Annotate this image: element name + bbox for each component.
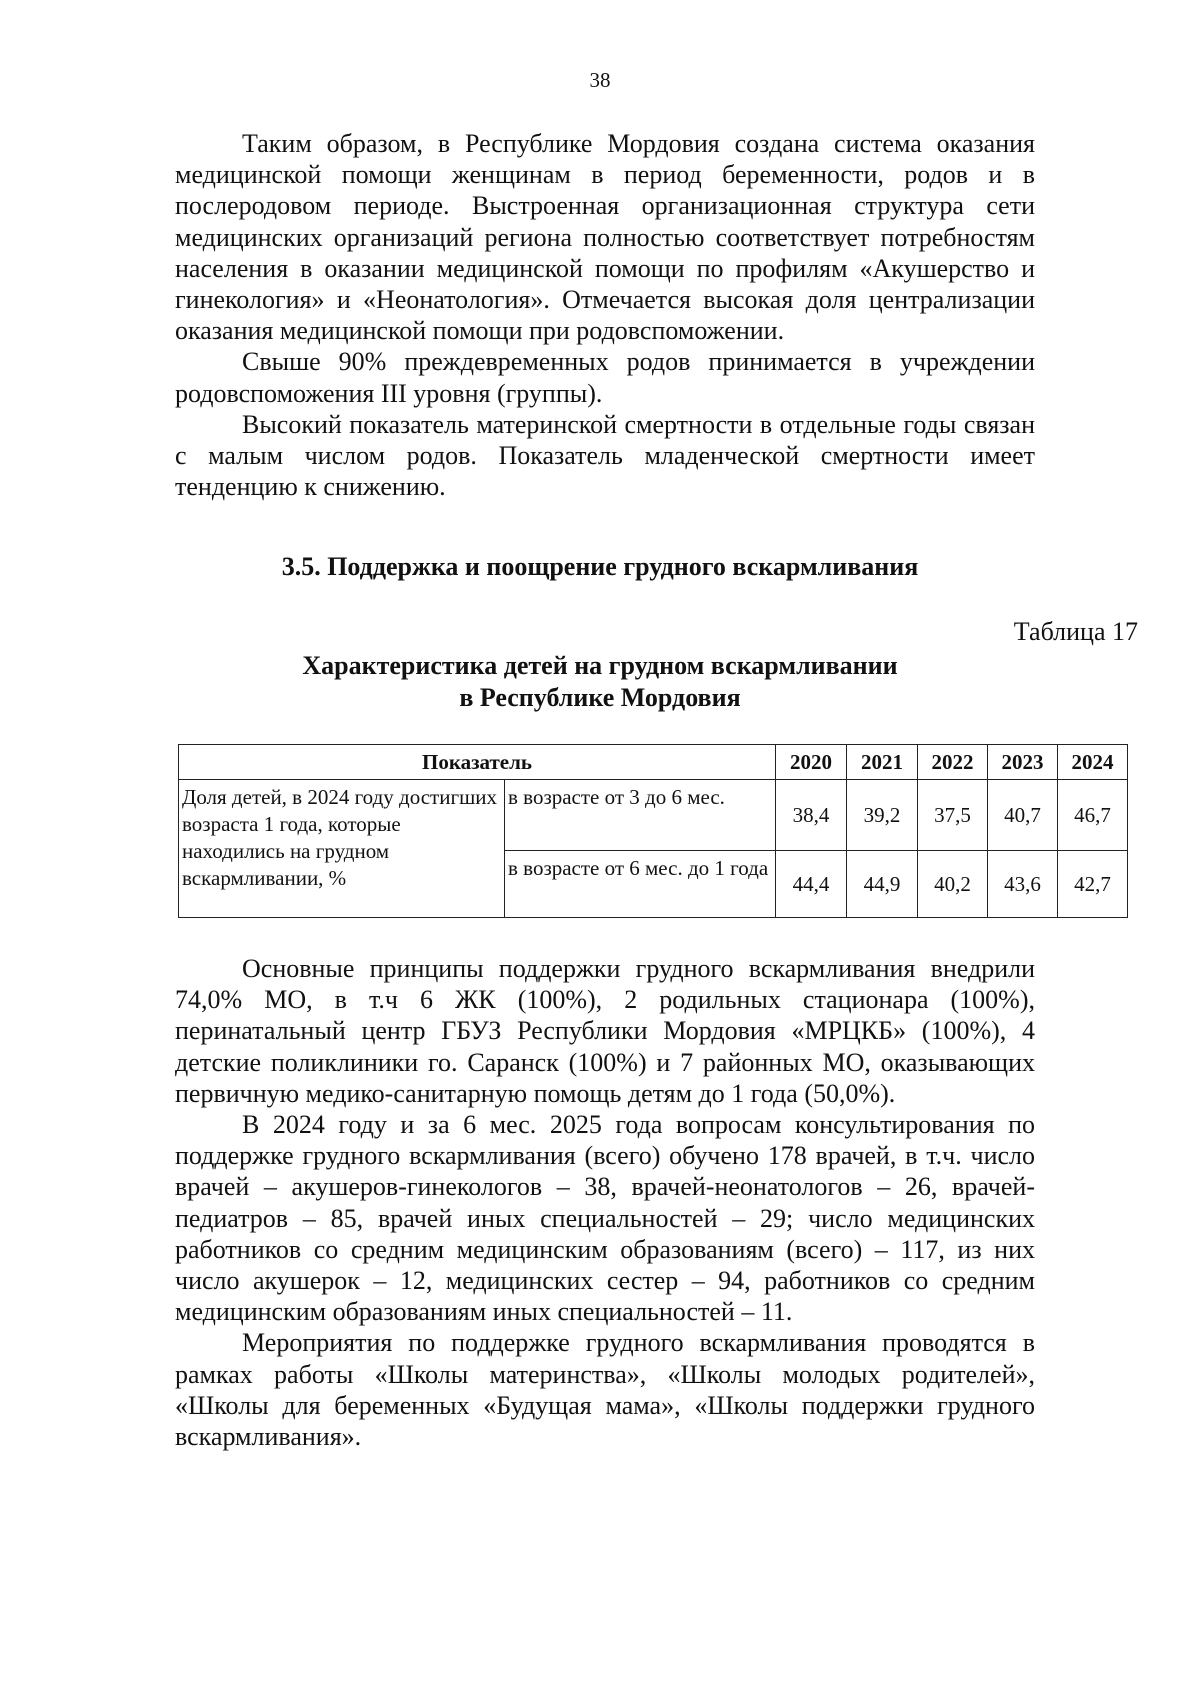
value-cell: 44,4 [776,851,847,918]
value-cell: 39,2 [847,780,918,851]
header-year: 2020 [776,745,847,780]
table-number: Таблица 17 [1013,617,1138,646]
table-caption-line: Характеристика детей на грудном вскармливании [302,651,898,680]
value-cell: 43,6 [988,851,1058,918]
value-cell: 38,4 [776,780,847,851]
page-number: 38 [589,68,611,92]
header-year: 2021 [847,745,918,780]
subgroup-label: в возрасте от 3 до 6 мес. [505,780,776,851]
paragraph: Мероприятия по поддержке грудного вскармливания проводятся в рамках работы «Школы материнства», «Школы молодых родителей», «Школы для беременных «Будущая мама», «Школы поддержки грудного вскармливания». [175,1328,1035,1452]
table-caption [0,650,1200,714]
paragraph: В 2024 году и за 6 мес. 2025 года вопросам консультирования по поддержке грудного вскармливания (всего) обучено 178 врачей, в т.ч. число врачей – акушеров-гинекологов – 38, врачей-неонатологов – 26, врачей-педиатров – 85, врачей иных специальностей – 29; число медицинских работников со средним медицинским образованиям (всего) – 117, из них число акушерок – 12, медицинских сестер – 94, работников со средним медицинским образованиям иных специальностей – 11. [175,1110,1035,1327]
table-row [179,780,1128,851]
value-cell: 44,9 [847,851,918,918]
outro-text [175,953,1035,1452]
value-cell: 40,7 [988,780,1058,851]
header-year: 2022 [918,745,988,780]
header-year: 2024 [1058,745,1128,780]
value-cell: 37,5 [918,780,988,851]
intro-text [175,128,1035,502]
subgroup-label: в возрасте от 6 мес. до 1 года [505,851,776,918]
paragraph: Высокий показатель материнской смертности в отдельные годы связан с малым числом родов. Показатель младенческой смертности имеет тенденцию к снижению. [175,409,1035,502]
paragraph: Свыше 90% преждевременных родов принимается в учреждении родовспоможения III уровня (группы). [175,347,1035,408]
table-caption-line: в Республике Мордовия [459,683,741,712]
value-cell: 42,7 [1058,851,1128,918]
indicator-label: Доля детей, в 2024 году достигших возраста 1 года, которые находились на грудном вскармливании, % [179,780,505,918]
paragraph: Основные принципы поддержки грудного вскармливания внедрили 74,0% МО, в т.ч 6 ЖК (100%), 2 родильных стационара (100%), перинатальный центр ГБУЗ Республики Мордовия «МРЦКБ» (100%), 4 детские поликлиники го. Саранск (100%) и 7 районных МО, оказывающих первичную медико-санитарную помощь детям до 1 года (50,0%). [175,954,1035,1108]
value-cell: 40,2 [918,851,988,918]
breastfeeding-table [178,744,1128,918]
value-cell: 46,7 [1058,780,1128,851]
section-heading: 3.5. Поддержка и поощрение грудного вскармливания [281,552,919,581]
table-header-row [179,745,1128,780]
paragraph: Таким образом, в Республике Мордовия создана система оказания медицинской помощи женщинам в период беременности, родов и в послеродовом периоде. Выстроенная организационная структура сети медицинских организаций региона полностью соответствует потребностям населения в оказании медицинской помощи по профилям «Акушерство и гинекология» и «Неонатология». Отмечается высокая доля централизации оказания медицинской помощи при родовспоможении. [175,129,1035,346]
header-indicator: Показатель [179,745,776,780]
header-year: 2023 [988,745,1058,780]
